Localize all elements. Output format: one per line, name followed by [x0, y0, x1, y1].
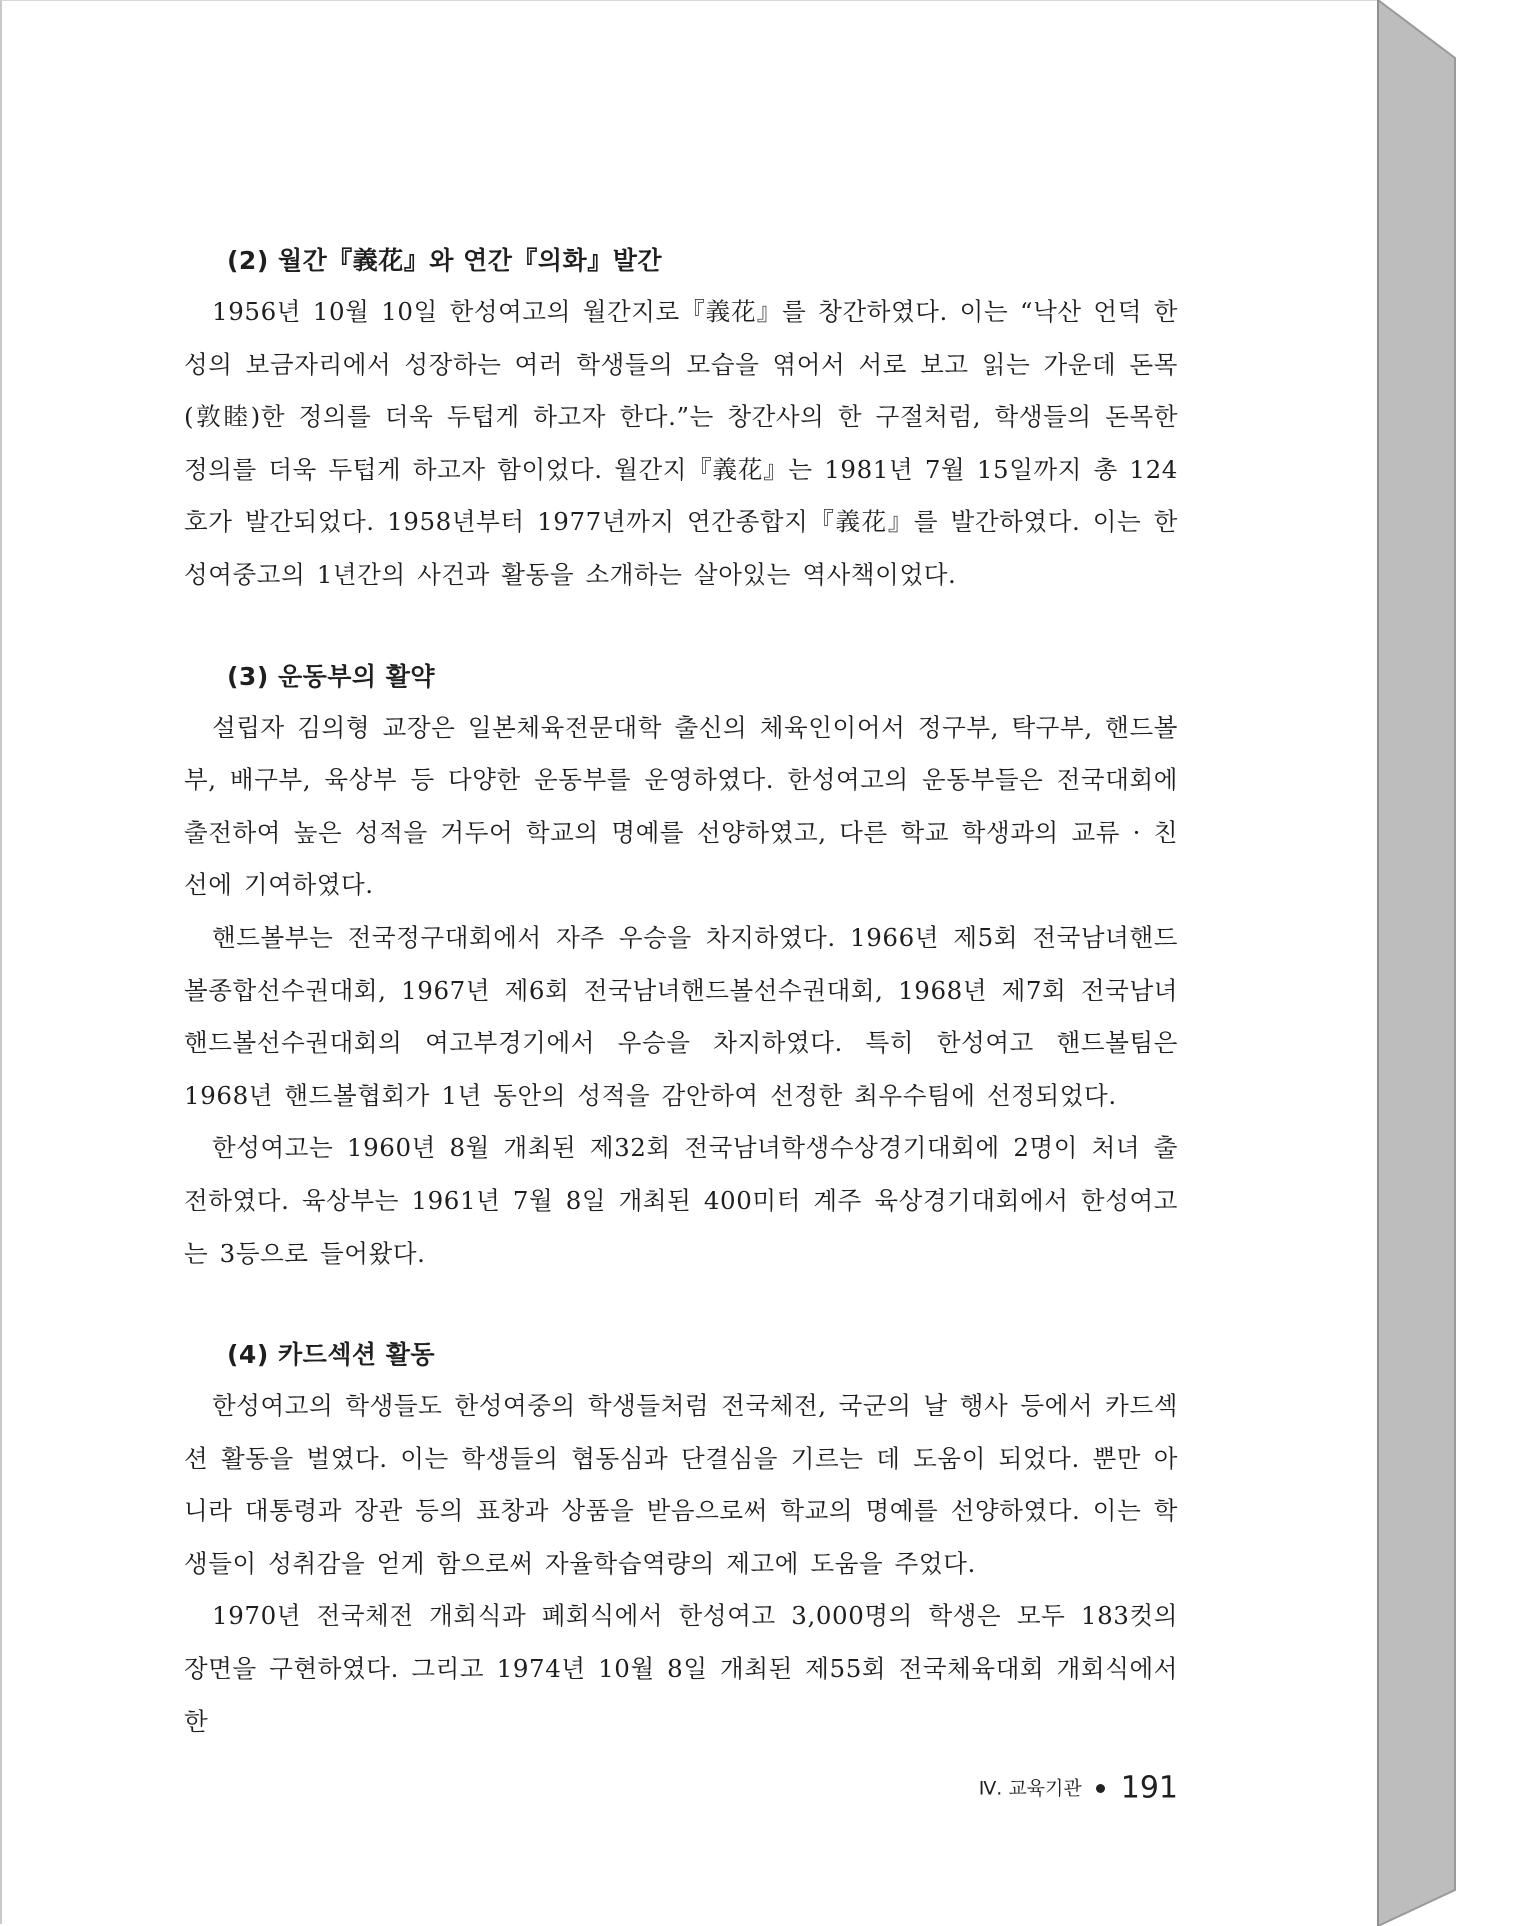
- page-footer: [979, 1768, 1178, 1808]
- paragraph: 1956년 10월 10일 한성여고의 월간지로『義花』를 창간하였다. 이는 “낙산 언덕 한성의 보금자리에서 성장하는 여러 학생들의 모습을 엮어서 서로 보고 읽는 가운데 돈목(敦睦)한 정의를 더욱 두텁게 하고자 한다.”는 창간사의 한 구절처럼, 학생들의 돈목한 정의를 더욱 두텁게 하고자 함이었다. 월간지『義花』는 1981년 7월 15일까지 총 124호가 발간되었다. 1958년부터 1977년까지 연간종합지『義花』를 발간하였다. 이는 한성여중고의 1년간의 사건과 활동을 소개하는 살아있는 역사책이었다.: [184, 297, 1178, 589]
- paragraph: 핸드볼부는 전국정구대회에서 자주 우승을 차지하였다. 1966년 제5회 전국남녀핸드볼종합선수권대회, 1967년 제6회 전국남녀핸드볼선수권대회, 1968년 제7회 전국남녀핸드볼선수권대회의 여고부경기에서 우승을 차지하였다. 특히 한성여고 핸드볼팀은 1968년 핸드볼협회가 1년 동안의 성적을 감안하여 선정한 최우수팀에 선정되었다.: [184, 922, 1178, 1110]
- paragraph: 설립자 김의형 교장은 일본체육전문대학 출신의 체육인이어서 정구부, 탁구부, 핸드볼부, 배구부, 육상부 등 다양한 운동부를 운영하였다. 한성여고의 운동부들은 전국대회에 출전하여 높은 성적을 거두어 학교의 명예를 선양하였고, 다른 학교 학생과의 교류 · 친선에 기여하였다.: [184, 712, 1178, 900]
- page-content: [184, 236, 1178, 1748]
- bullet-icon: [1096, 1784, 1105, 1793]
- section-gap: [184, 602, 1178, 652]
- section-gap: [184, 1280, 1178, 1330]
- footer-chapter: Ⅳ. 교육기관: [978, 1777, 1082, 1800]
- paragraph: 한성여고의 학생들도 한성여중의 학생들처럼 전국체전, 국군의 날 행사 등에서 카드섹션 활동을 벌였다. 이는 학생들의 협동심과 단결심을 기르는 데 도움이 되었다. 뿐만 아니라 대통령과 장관 등의 표창과 상품을 받음으로써 학교의 명예를 선양하였다. 이는 학생들이 성취감을 얻게 함으로써 자율학습역량의 제고에 도움을 주었다.: [184, 1391, 1178, 1578]
- page-number: 191: [1120, 1770, 1178, 1806]
- section-heading-sports: (3) 운동부의 활약: [227, 661, 436, 691]
- section-heading-card-section: (4) 카드섹션 활동: [227, 1340, 436, 1370]
- paragraph: 1970년 전국체전 개회식과 폐회식에서 한성여고 3,000명의 학생은 모두 183컷의 장면을 구현하였다. 그리고 1974년 10월 8일 개최된 제55회 전국체육대회 개회식에서 한: [184, 1601, 1178, 1736]
- section-heading-publications: (2) 월간『義花』와 연간『의화』발간: [227, 246, 663, 275]
- paragraph: 한성여고는 1960년 8월 개최된 제32회 전국남녀학생수상경기대회에 2명이 처녀 출전하였다. 육상부는 1961년 7월 8일 개최된 400미터 계주 육상경기대회에서 한성여고는 3등으로 들어왔다.: [184, 1133, 1178, 1268]
